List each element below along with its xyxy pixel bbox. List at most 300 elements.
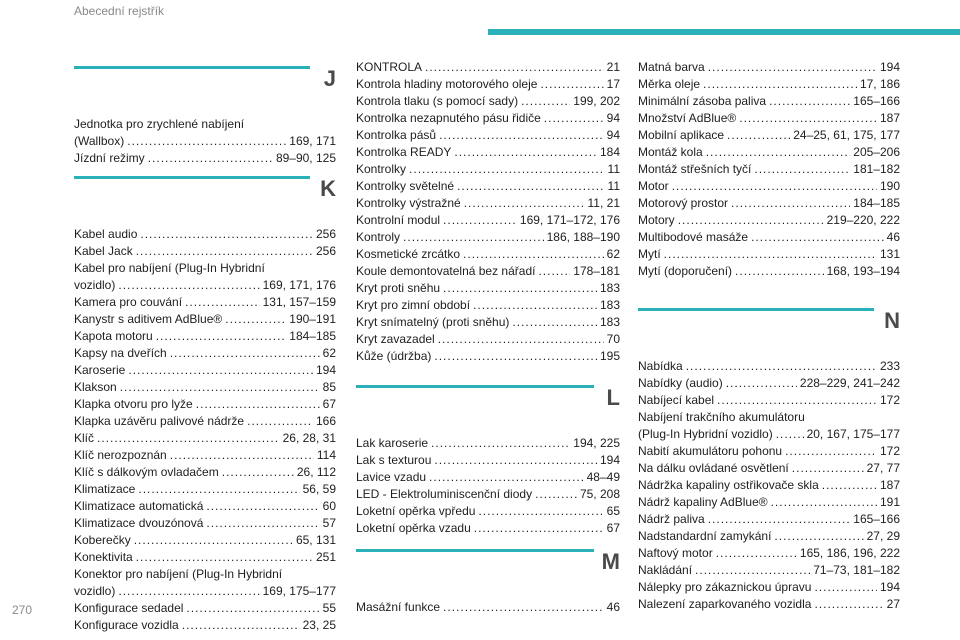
index-entry (356, 520, 620, 537)
index-entry (74, 226, 336, 243)
index-entry (638, 178, 900, 195)
index-entry-term: Motor (638, 179, 669, 193)
leader-dots (751, 229, 884, 246)
index-entry-term: Klakson (74, 380, 117, 394)
index-entry-pages: 67 (606, 521, 620, 535)
index-entry-term: Masážní funkce (356, 600, 441, 614)
index-entry-term: Nabídka (638, 359, 683, 373)
index-entry-pages: 166 (315, 414, 336, 428)
index-entry-term: Matná barva (638, 60, 705, 74)
index-entry-pages: 26, 28, 31 (282, 431, 336, 445)
index-entry (638, 460, 900, 477)
index-entry-term: Nabídky (audio) (638, 376, 723, 390)
index-entry-term: Kůže (údržba) (356, 349, 432, 363)
index-entry-pages: 11, 21 (587, 196, 620, 210)
index-entry (356, 127, 620, 144)
leader-dots (706, 144, 851, 161)
index-entry (356, 59, 620, 76)
index-entry-pages: 184 (599, 145, 620, 159)
index-entry-pages: 194 (879, 60, 900, 74)
index-entry-pages: 131 (879, 247, 900, 261)
index-entry-term: Kontrolka READY (356, 145, 452, 159)
index-entry-pages: 195 (599, 349, 620, 363)
index-entry-term: Klimatizace automatická (74, 499, 204, 513)
leader-dots (521, 93, 570, 110)
leader-dots (735, 263, 824, 280)
leader-dots (535, 486, 577, 503)
leader-dots (540, 76, 603, 93)
index-entry (74, 481, 336, 498)
leader-dots (134, 532, 293, 549)
leader-dots (716, 545, 797, 562)
index-entry-pages: 169, 171 (289, 134, 336, 148)
index-entry-term: Kryt pro zimní období (356, 298, 471, 312)
leader-dots (708, 59, 877, 76)
section-letter: J (323, 66, 336, 91)
index-entry (638, 161, 900, 178)
section-letter: L (606, 385, 620, 410)
leader-dots (185, 294, 260, 311)
index-entry (356, 76, 620, 93)
section-divider (74, 176, 310, 179)
index-entry (638, 545, 900, 562)
index-entry-term: (Plug-In Hybridní vozidlo) (638, 427, 773, 441)
leader-dots (403, 229, 544, 246)
index-entry-term: Motorový prostor (638, 196, 729, 210)
leader-dots (538, 263, 570, 280)
index-entry-term: Koule demontovatelná bez nářadí (356, 264, 536, 278)
index-entry-term: Konfigurace vozidla (74, 618, 179, 632)
index-entry-term-line: Konektor pro nabíjení (Plug-In Hybridní (74, 567, 283, 581)
index-entry (74, 447, 336, 464)
index-entry-pages: 194 (599, 453, 620, 467)
index-entry-pages: 256 (315, 244, 336, 258)
section-letter: N (884, 308, 900, 333)
index-entry-term: Kabel Jack (74, 244, 133, 258)
index-entry-pages: 219–220, 222 (826, 213, 900, 227)
index-entry-pages: 165–166 (853, 94, 900, 108)
leader-dots (148, 150, 273, 167)
leader-dots (454, 144, 597, 161)
index-entry-term: Kryt snímatelný (proti sněhu) (356, 315, 510, 329)
index-entry-term: Mytí (638, 247, 661, 261)
leader-dots (170, 447, 314, 464)
index-entry-term: Kryt proti sněhu (356, 281, 441, 295)
index-entry-pages: 11 (607, 162, 620, 176)
index-entry-pages: 205–206 (853, 145, 900, 159)
index-entry-pages: 60 (322, 499, 336, 513)
index-entry-pages: 172 (879, 393, 900, 407)
index-entry-term: Kamera pro couvání (74, 295, 183, 309)
index-entry-term: Naftový motor (638, 546, 713, 560)
index-entry-pages: 191 (879, 495, 900, 509)
index-entry-pages: 75, 208 (579, 487, 620, 501)
section-header (638, 308, 900, 358)
leader-dots (474, 520, 604, 537)
index-entry-pages: 71–73, 181–182 (813, 563, 900, 577)
index-entry (74, 617, 336, 634)
section-divider (356, 549, 594, 552)
index-entry (638, 494, 900, 511)
index-entry-term: Kanystr s aditivem AdBlue® (74, 312, 223, 326)
leader-dots (785, 443, 877, 460)
index-entry (356, 435, 620, 452)
index-section-m (356, 549, 620, 616)
index-entry (74, 345, 336, 362)
index-entry-pages: 199, 202 (573, 94, 620, 108)
index-entry-term: Nabití akumulátoru pohonu (638, 444, 783, 458)
index-entry-pages: 169, 175–177 (262, 584, 336, 598)
leader-dots (771, 494, 877, 511)
index-entry-term: Kapota motoru (74, 329, 153, 343)
index-entry-pages: 187 (879, 111, 900, 125)
leader-dots (438, 331, 604, 348)
index-entry-term: Nádrž kapaliny AdBlue® (638, 495, 768, 509)
index-entry-pages: 194, 225 (573, 436, 620, 450)
index-entry (356, 348, 620, 365)
index-entry-term: Kabel audio (74, 227, 138, 241)
index-entry-term: Klíč (74, 431, 95, 445)
leader-dots (473, 297, 597, 314)
index-entry-pages: 190–191 (289, 312, 336, 326)
index-entry (638, 358, 900, 375)
leader-dots (127, 133, 286, 150)
section-divider (638, 308, 874, 311)
index-entry-term: vozidlo) (74, 278, 116, 292)
leader-dots (774, 528, 863, 545)
leader-dots (769, 93, 850, 110)
index-entry-pages: 55 (322, 601, 336, 615)
index-entry (74, 150, 336, 167)
leader-dots (222, 464, 294, 481)
page-number: 270 (12, 603, 33, 617)
index-entry-pages: 251 (315, 550, 336, 564)
index-entry-term: Mobilní aplikace (638, 128, 725, 142)
index-entry-term: (Wallbox) (74, 134, 125, 148)
leader-dots (170, 345, 320, 362)
index-entry-term: Motory (638, 213, 675, 227)
index-entry (356, 331, 620, 348)
section-letter: K (320, 176, 336, 201)
index-entry-pages: 46 (606, 600, 620, 614)
leader-dots (754, 161, 850, 178)
index-entry-term: Kontrola tlaku (s pomocí sady) (356, 94, 519, 108)
index-entry-pages: 256 (315, 227, 336, 241)
index-entry-pages: 62 (322, 346, 336, 360)
leader-dots (822, 477, 877, 494)
index-entry (74, 260, 336, 294)
index-entry-pages: 70 (606, 332, 620, 346)
index-entry-term: Kontrolky (356, 162, 407, 176)
index-entry (74, 430, 336, 447)
index-entry-term: Mytí (doporučení) (638, 264, 733, 278)
leader-dots (118, 277, 259, 294)
leader-dots (464, 195, 585, 212)
leader-dots (443, 212, 517, 229)
index-entry-term: Montáž kola (638, 145, 703, 159)
index-entry-term: Kontroly (356, 230, 401, 244)
index-entry-term: Lak s texturou (356, 453, 432, 467)
index-entry (356, 178, 620, 195)
index-entry (356, 297, 620, 314)
leader-dots (136, 243, 313, 260)
index-entry (74, 566, 336, 600)
index-entry (356, 314, 620, 331)
index-entry (638, 229, 900, 246)
index-entry-pages: 114 (316, 448, 336, 462)
index-entry-term-line: Jednotka pro zrychlené nabíjení (74, 117, 245, 131)
leader-dots (739, 110, 877, 127)
index-entry-term: Kontrolky světelné (356, 179, 455, 193)
index-entry (638, 409, 900, 443)
leader-dots (431, 435, 570, 452)
leader-dots (128, 362, 313, 379)
leader-dots (247, 413, 313, 430)
index-entry-term: Nádrž paliva (638, 512, 705, 526)
index-section-l (356, 385, 620, 537)
index-entry-term-line: Kabel pro nabíjení (Plug-In Hybridní (74, 261, 265, 275)
index-entry (356, 469, 620, 486)
index-entry-term: Minimální zásoba paliva (638, 94, 767, 108)
leader-dots (97, 430, 280, 447)
index-entry-pages: 186, 188–190 (546, 230, 620, 244)
index-entry (638, 443, 900, 460)
index-entry-pages: 190 (879, 179, 900, 193)
index-entry (638, 392, 900, 409)
leader-dots (544, 110, 604, 127)
index-entry-term: KONTROLA (356, 60, 423, 74)
index-entry-term: Nabíjecí kabel (638, 393, 715, 407)
leader-dots (686, 358, 877, 375)
index-entry-term: Multibodové masáže (638, 230, 749, 244)
index-entry-pages: 17, 186 (859, 77, 900, 91)
leader-dots (138, 481, 299, 498)
index-entry (638, 263, 900, 280)
leader-dots (478, 503, 603, 520)
index-entry-pages: 187 (879, 478, 900, 492)
index-entry-term: Montáž střešních tyčí (638, 162, 752, 176)
index-entry (74, 532, 336, 549)
index-section-n (638, 308, 900, 613)
index-entry-pages: 56, 59 (302, 482, 336, 496)
index-entry (74, 600, 336, 617)
section-header (74, 66, 336, 116)
section-header (74, 176, 336, 226)
leader-dots (409, 161, 605, 178)
index-entry-term: vozidlo) (74, 584, 116, 598)
index-entry-pages: 65, 131 (295, 533, 336, 547)
index-entry (356, 599, 620, 616)
page-header-title: Abecední rejstřík (74, 4, 165, 18)
index-entry-term: Kosmetické zrcátko (356, 247, 461, 261)
index-section-m-continued (638, 59, 900, 280)
index-entry (74, 515, 336, 532)
index-entry-term: Konektivita (74, 550, 133, 564)
index-entry-pages: 178–181 (573, 264, 620, 278)
index-entry-term-line: Nabíjení trakčního akumulátoru (638, 410, 805, 424)
leader-dots (776, 426, 804, 443)
index-entry (356, 212, 620, 229)
index-entry (356, 110, 620, 127)
index-entry (74, 549, 336, 566)
index-entry-pages: 233 (879, 359, 900, 373)
index-entry-term: Nadstandardní zamykání (638, 529, 772, 543)
section-letter: M (601, 549, 620, 574)
index-entry-term: Kontrolka pásů (356, 128, 437, 142)
leader-dots (814, 579, 877, 596)
index-entry-pages: 184–185 (853, 196, 900, 210)
index-entry-term: Kapsy na dveřích (74, 346, 167, 360)
index-entry-pages: 20, 167, 175–177 (806, 427, 900, 441)
index-entry (356, 486, 620, 503)
index-entry (638, 511, 900, 528)
header-accent-bar (488, 29, 960, 35)
index-entry-pages: 183 (599, 281, 620, 295)
index-entry (638, 562, 900, 579)
section-divider (74, 66, 310, 69)
index-entry-pages: 11 (607, 179, 620, 193)
index-entry (356, 246, 620, 263)
index-entry-pages: 17 (606, 77, 620, 91)
index-entry-term: Množství AdBlue® (638, 111, 737, 125)
index-entry (638, 375, 900, 392)
leader-dots (206, 515, 319, 532)
index-entry (74, 243, 336, 260)
leader-dots (457, 178, 604, 195)
leader-dots (206, 498, 319, 515)
section-divider (356, 385, 594, 388)
index-entry (638, 127, 900, 144)
index-entry (74, 464, 336, 481)
index-entry-pages: 27 (886, 597, 900, 611)
index-entry (74, 294, 336, 311)
index-entry-term: Lavice vzadu (356, 470, 427, 484)
leader-dots (703, 76, 857, 93)
index-entry-pages: 181–182 (853, 162, 900, 176)
index-entry-pages: 165–166 (853, 512, 900, 526)
index-entry-pages: 194 (879, 580, 900, 594)
index-entry (74, 396, 336, 413)
index-entry-pages: 228–229, 241–242 (799, 376, 900, 390)
index-entry (356, 452, 620, 469)
leader-dots (434, 348, 597, 365)
leader-dots (120, 379, 320, 396)
index-entry-pages: 85 (322, 380, 336, 394)
index-entry-pages: 172 (879, 444, 900, 458)
leader-dots (439, 127, 604, 144)
leader-dots (814, 596, 883, 613)
index-entry (356, 280, 620, 297)
index-entry (356, 195, 620, 212)
index-entry-term: Karoserie (74, 363, 126, 377)
leader-dots (429, 469, 584, 486)
index-entry-pages: 27, 29 (866, 529, 900, 543)
index-entry-term: Kryt zavazadel (356, 332, 435, 346)
index-entry-term: Klapka otvoru pro lyže (74, 397, 193, 411)
leader-dots (463, 246, 604, 263)
section-header (356, 549, 620, 599)
index-entry-pages: 89–90, 125 (275, 151, 336, 165)
leader-dots (695, 562, 810, 579)
index-entry (356, 503, 620, 520)
index-entry (638, 195, 900, 212)
index-entry-pages: 165, 186, 196, 222 (799, 546, 900, 560)
index-section-k (74, 176, 336, 634)
index-entry-term: Koberečky (74, 533, 131, 547)
index-entry (74, 328, 336, 345)
index-entry-term: Kontrolní modul (356, 213, 441, 227)
leader-dots (118, 583, 259, 600)
leader-dots (717, 392, 877, 409)
index-entry-pages: 48–49 (586, 470, 620, 484)
leader-dots (182, 617, 300, 634)
index-entry-pages: 26, 112 (296, 465, 336, 479)
index-entry (638, 59, 900, 76)
index-entry (356, 93, 620, 110)
index-entry (638, 76, 900, 93)
index-entry-pages: 21 (606, 60, 620, 74)
index-entry-pages: 169, 171, 176 (262, 278, 336, 292)
index-entry-pages: 24–25, 61, 175, 177 (793, 128, 900, 142)
index-entry-term: LED - Elektroluminiscenční diody (356, 487, 533, 501)
leader-dots (434, 452, 597, 469)
leader-dots (672, 178, 877, 195)
index-entry-pages: 184–185 (289, 329, 336, 343)
index-entry (74, 311, 336, 328)
index-entry-pages: 46 (886, 230, 900, 244)
index-entry (74, 498, 336, 515)
index-entry-term: Loketní opěrka vpředu (356, 504, 476, 518)
index-entry-pages: 168, 193–194 (826, 264, 900, 278)
index-entry-pages: 65 (606, 504, 620, 518)
leader-dots (225, 311, 286, 328)
index-entry (638, 110, 900, 127)
leader-dots (678, 212, 824, 229)
leader-dots (792, 460, 864, 477)
index-entry-pages: 183 (599, 315, 620, 329)
index-entry-pages: 94 (606, 111, 620, 125)
index-entry-term: Klíč s dálkovým ovladačem (74, 465, 219, 479)
index-entry-pages: 169, 171–172, 176 (519, 213, 620, 227)
index-entry-term: Kontrolka nezapnutého pásu řidiče (356, 111, 541, 125)
leader-dots (726, 375, 797, 392)
index-entry-term: Jízdní režimy (74, 151, 145, 165)
index-entry (356, 229, 620, 246)
index-entry-pages: 62 (606, 247, 620, 261)
leader-dots (136, 549, 313, 566)
index-entry-pages: 27, 77 (866, 461, 900, 475)
leader-dots (140, 226, 313, 243)
index-entry-pages: 131, 157–159 (262, 295, 336, 309)
index-entry-pages: 57 (322, 516, 336, 530)
leader-dots (731, 195, 850, 212)
index-entry-term: Kontrola hladiny motorového oleje (356, 77, 538, 91)
index-entry-term: Konfigurace sedadel (74, 601, 184, 615)
index-entry-term: Nalezení zaparkovaného vozidla (638, 597, 812, 611)
leader-dots (708, 511, 851, 528)
index-entry (74, 362, 336, 379)
index-entry (638, 93, 900, 110)
index-entry-term: Klimatizace dvouzónová (74, 516, 204, 530)
index-entry (74, 413, 336, 430)
index-entry-term: Klapka uzávěru palivové nádrže (74, 414, 245, 428)
leader-dots (425, 59, 604, 76)
index-entry-term: Měrka oleje (638, 77, 701, 91)
index-entry (638, 212, 900, 229)
index-entry (356, 161, 620, 178)
leader-dots (156, 328, 287, 345)
index-entry-term: Kontrolky výstražné (356, 196, 461, 210)
